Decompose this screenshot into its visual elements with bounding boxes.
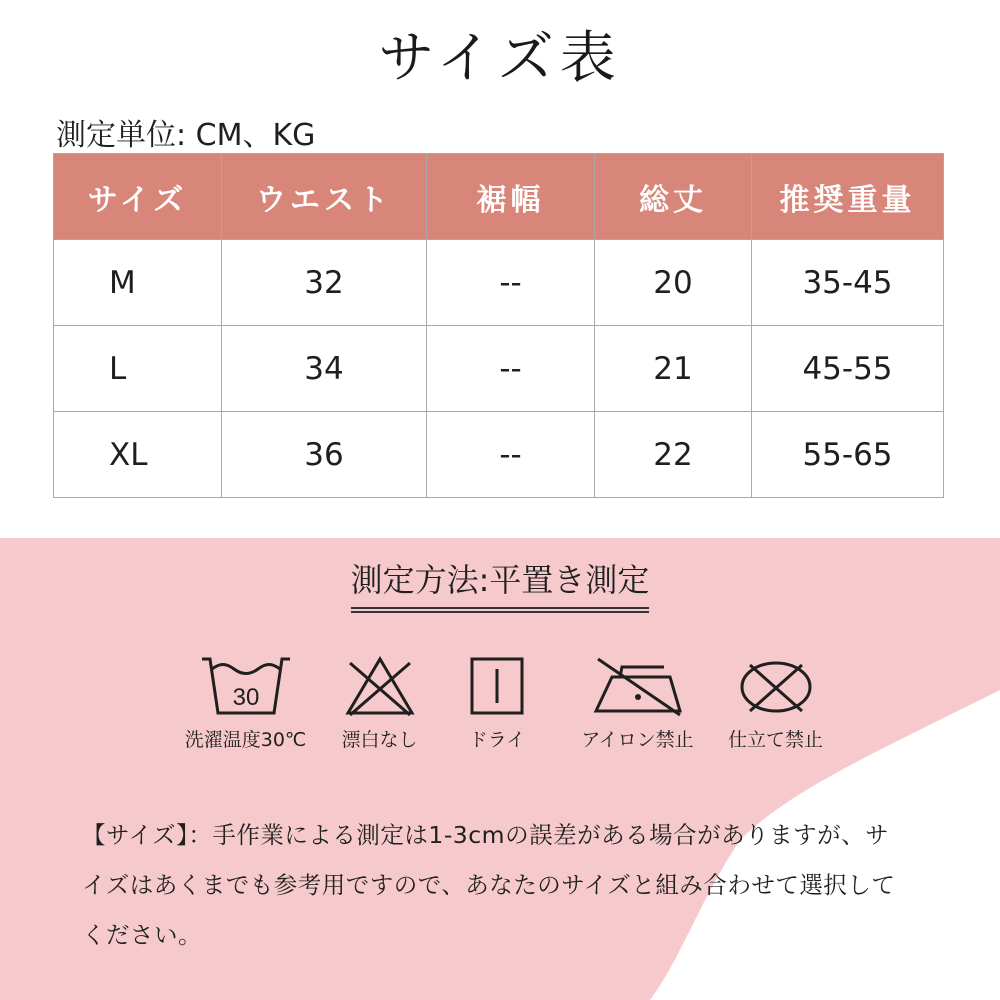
cell-recommended-weight: 45-55 [752, 326, 944, 412]
cell-waist: 34 [222, 326, 427, 412]
cell-hem-width: -- [427, 412, 595, 498]
care-label: アイロン禁止 [581, 729, 694, 751]
wash-temp-text: 30 [232, 684, 259, 711]
header-hem-width: 裾幅 [427, 154, 595, 240]
table-row [54, 326, 944, 412]
size-note [82, 810, 942, 960]
note-line: イズはあくまでも参考用ですので、あなたのサイズと組み合わせて選択して [82, 871, 896, 899]
no-dry-clean-icon [736, 655, 816, 717]
cell-total-length: 21 [595, 326, 752, 412]
care-item-dry [452, 655, 542, 752]
care-item-dry-clean [718, 655, 833, 752]
table-row [54, 240, 944, 326]
care-item-iron [570, 655, 705, 752]
no-iron-icon [588, 655, 688, 717]
header-recommended-weight: 推奨重量 [752, 154, 944, 240]
table-header-row [54, 154, 944, 240]
care-item-wash [178, 655, 313, 752]
cell-size: M [54, 240, 222, 326]
care-label: 洗濯温度30℃ [184, 729, 307, 751]
care-item-bleach [332, 655, 427, 752]
unit-label: 測定単位: CM、KG [56, 118, 316, 153]
cell-total-length: 20 [595, 240, 752, 326]
measure-method-text: 測定方法:平置き測定 [351, 555, 650, 609]
care-label: 仕立て禁止 [727, 729, 823, 751]
cell-hem-width: -- [427, 240, 595, 326]
cell-waist: 36 [222, 412, 427, 498]
measure-method [0, 555, 1000, 609]
cell-total-length: 22 [595, 412, 752, 498]
header-size: サイズ [54, 154, 222, 240]
line-dry-icon [468, 655, 526, 717]
size-table [53, 153, 944, 498]
cell-waist: 32 [222, 240, 427, 326]
cell-size: L [54, 326, 222, 412]
cell-size: XL [54, 412, 222, 498]
wash-30-icon [196, 655, 296, 717]
header-total-length: 総丈 [595, 154, 752, 240]
cell-recommended-weight: 55-65 [752, 412, 944, 498]
cell-recommended-weight: 35-45 [752, 240, 944, 326]
page-title: サイズ表 [378, 26, 622, 91]
table-row [54, 412, 944, 498]
no-bleach-icon [344, 655, 416, 717]
cell-hem-width: -- [427, 326, 595, 412]
care-label: 漂白なし [341, 729, 418, 751]
header-waist: ウエスト [222, 154, 427, 240]
care-label: ドライ [468, 729, 526, 751]
note-line: ください。 [82, 921, 202, 949]
note-line: 【サイズ】：手作業による測定は1-3cmの誤差がある場合がありますが、サ [82, 821, 890, 849]
